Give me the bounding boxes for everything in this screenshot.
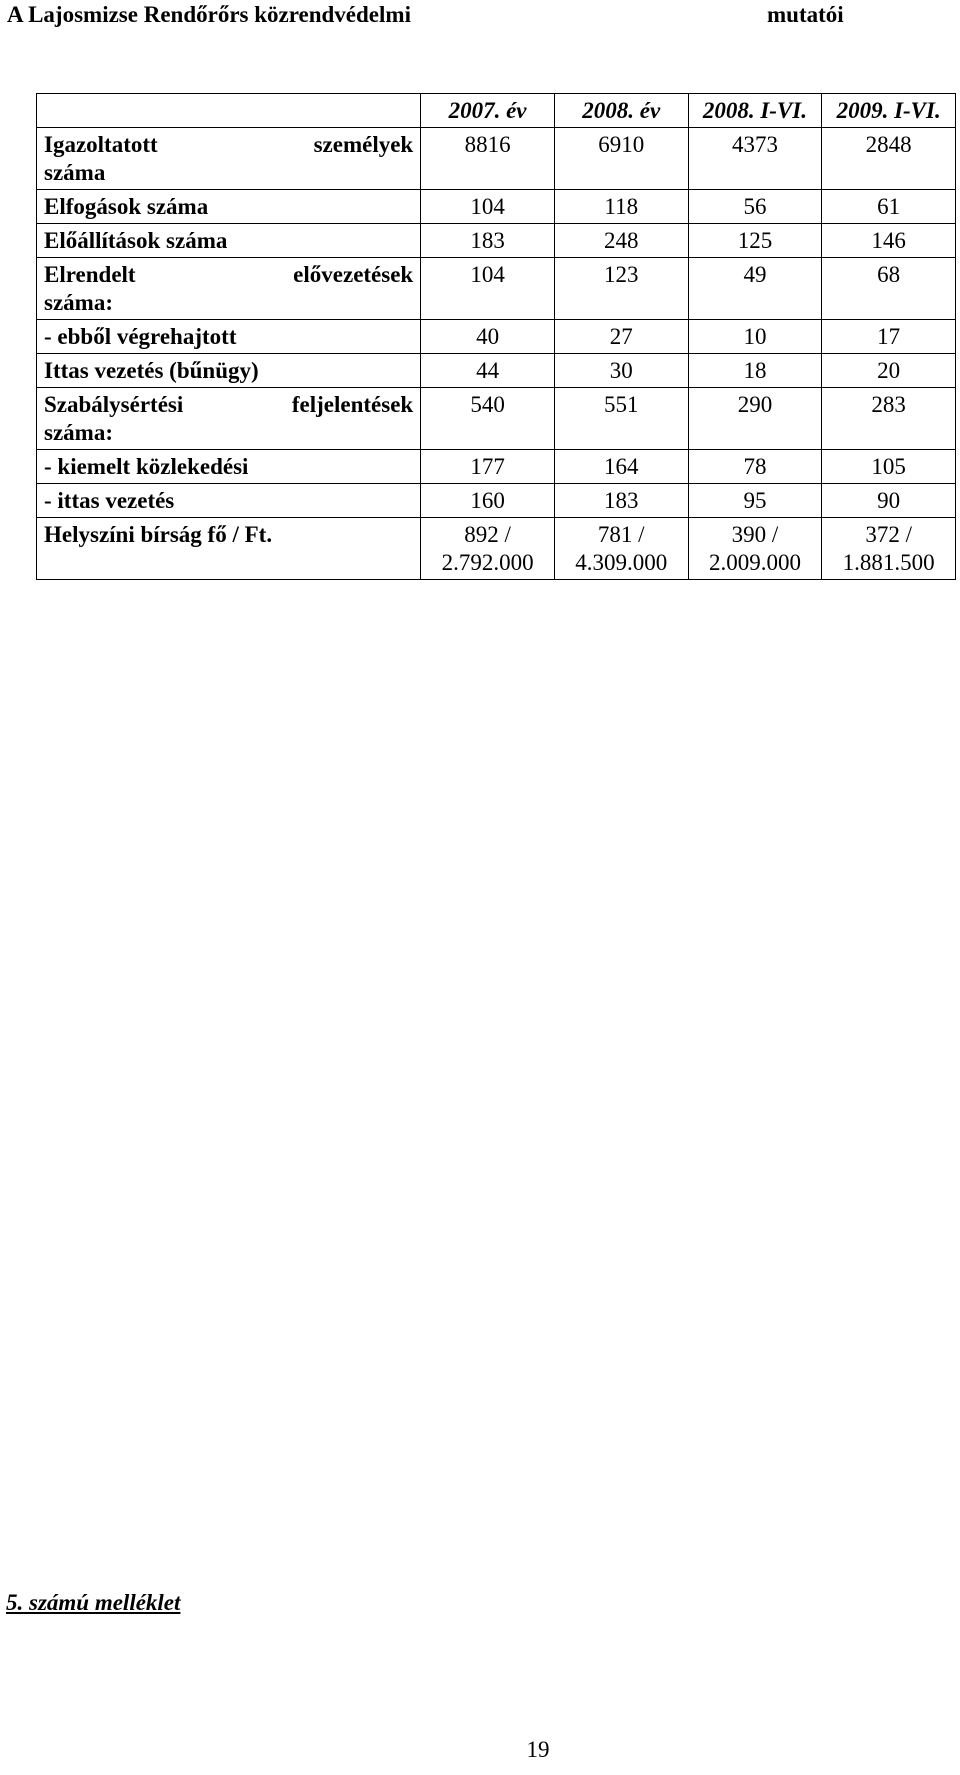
- table-row: [37, 320, 956, 354]
- table-cell: 95: [688, 484, 822, 518]
- table-cell: 551: [554, 388, 688, 450]
- table-cell: 6910: [554, 128, 688, 190]
- table-cell: 183: [554, 484, 688, 518]
- table-row: [37, 484, 956, 518]
- table-cell: 177: [421, 450, 555, 484]
- heading-left: A Lajosmizse Rendőrőrs közrendvédelmi: [7, 2, 411, 27]
- table-cell: 540: [421, 388, 555, 450]
- table-cell: 17: [822, 320, 956, 354]
- table-cell: 146: [822, 224, 956, 258]
- table-row: [37, 258, 956, 320]
- column-header: 2009. I-VI.: [822, 94, 956, 128]
- table-cell: 4373: [688, 128, 822, 190]
- row-label: Ittas vezetés (bűnügy): [37, 354, 421, 388]
- table-row: [37, 388, 956, 450]
- table-cell: 90: [822, 484, 956, 518]
- row-label: Előállítások száma: [37, 224, 421, 258]
- table-cell: 20: [822, 354, 956, 388]
- table-row: [37, 190, 956, 224]
- table-cell: 78: [688, 450, 822, 484]
- table-cell: 125: [688, 224, 822, 258]
- table-row: [37, 450, 956, 484]
- row-label: Helyszíni bírság fő / Ft.: [37, 518, 421, 580]
- table-cell: 390 / 2.009.000: [688, 518, 822, 580]
- table-cell: 118: [554, 190, 688, 224]
- table-cell: 2848: [822, 128, 956, 190]
- row-label: Elrendelt elővezetések száma:: [37, 258, 421, 320]
- table-row: [37, 354, 956, 388]
- table-cell: 8816: [421, 128, 555, 190]
- table-cell: 56: [688, 190, 822, 224]
- table-row: [37, 224, 956, 258]
- row-label: Igazoltatott személyek száma: [37, 128, 421, 190]
- table-cell: 781 / 4.309.000: [554, 518, 688, 580]
- table-cell: 183: [421, 224, 555, 258]
- table-cell: 61: [822, 190, 956, 224]
- table-cell: 104: [421, 190, 555, 224]
- table-cell: 160: [421, 484, 555, 518]
- header-empty-cell: [37, 94, 421, 128]
- table-cell: 164: [554, 450, 688, 484]
- row-label: Szabálysértési feljelentések száma:: [37, 388, 421, 450]
- table-cell: 10: [688, 320, 822, 354]
- table-cell: 49: [688, 258, 822, 320]
- column-header: 2008. év: [554, 94, 688, 128]
- table-cell: 372 / 1.881.500: [822, 518, 956, 580]
- table-row: [37, 518, 956, 580]
- annex-label: 5. számú melléklet: [6, 1590, 181, 1615]
- table-cell: 30: [554, 354, 688, 388]
- table-cell: 283: [822, 388, 956, 450]
- row-label: - ebből végrehajtott: [37, 320, 421, 354]
- table-cell: 123: [554, 258, 688, 320]
- table-header-row: [37, 94, 956, 128]
- table-row: [37, 128, 956, 190]
- table-cell: 44: [421, 354, 555, 388]
- row-label: - kiemelt közlekedési: [37, 450, 421, 484]
- table-cell: 68: [822, 258, 956, 320]
- table-cell: 105: [822, 450, 956, 484]
- table-cell: 27: [554, 320, 688, 354]
- table-cell: 40: [421, 320, 555, 354]
- heading-right: mutatói: [767, 2, 844, 27]
- table-cell: 248: [554, 224, 688, 258]
- row-label: Elfogások száma: [37, 190, 421, 224]
- table-cell: 18: [688, 354, 822, 388]
- column-header: 2007. év: [421, 94, 555, 128]
- row-label: - ittas vezetés: [37, 484, 421, 518]
- table-cell: 104: [421, 258, 555, 320]
- column-header: 2008. I-VI.: [688, 94, 822, 128]
- page-number: 19: [526, 1737, 550, 1762]
- table-cell: 892 / 2.792.000: [421, 518, 555, 580]
- table-cell: 290: [688, 388, 822, 450]
- statistics-table: [36, 93, 956, 580]
- page-heading: [7, 0, 857, 32]
